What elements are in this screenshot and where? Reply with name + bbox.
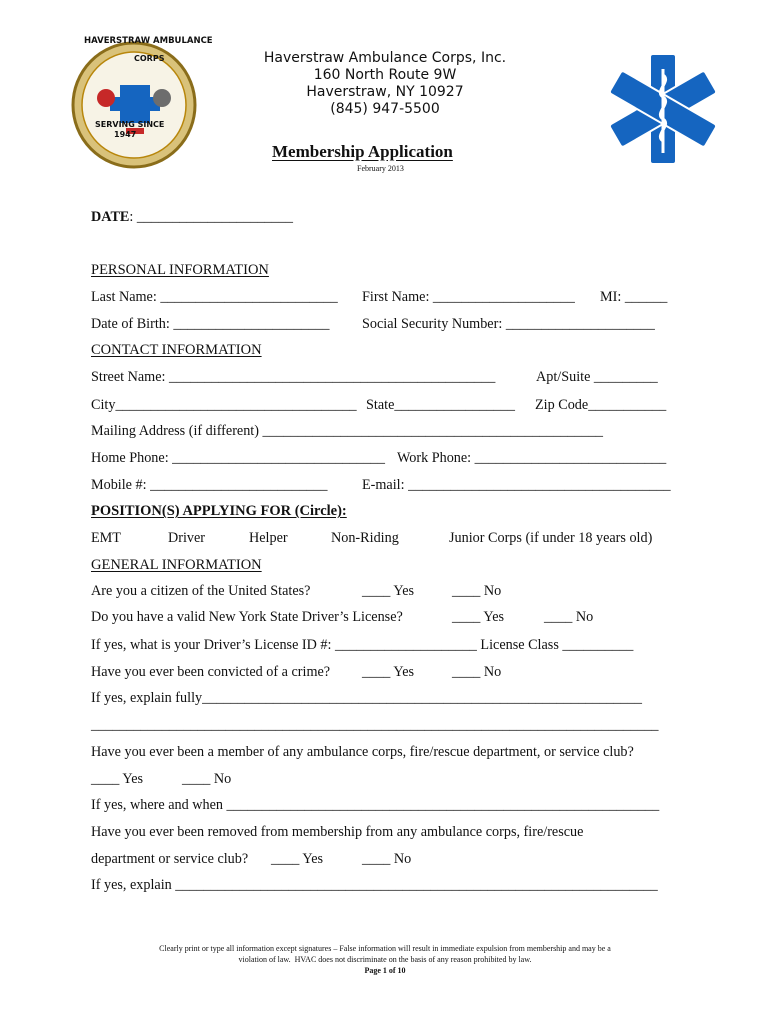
home-phone-field[interactable]: Home Phone: ______________________________ [91, 450, 385, 466]
corps-patch-logo [62, 22, 213, 152]
email-field[interactable]: E-mail: _____________________________________ [362, 477, 671, 493]
city-field[interactable]: City__________________________________ [91, 397, 357, 413]
ssn-field[interactable]: Social Security Number: _____________________ [362, 316, 655, 332]
state-field[interactable]: State_________________ [366, 397, 515, 413]
member-question: Have you ever been a member of any ambulance corps, fire/rescue department, or service club? [91, 744, 634, 760]
org-phone: (845) 947-5500 [330, 101, 440, 117]
apt-suite-field[interactable]: Apt/Suite _________ [536, 369, 658, 385]
page-number: Page 1 of 10 [364, 966, 406, 975]
removed-explain-field[interactable]: If yes, explain ____________________________________________________________________ [91, 877, 658, 893]
member-no-option[interactable]: ____ No [182, 771, 232, 787]
patch-bottom-text: SERVING SINCE [95, 120, 165, 129]
first-name-field[interactable]: First Name: ____________________ [362, 289, 575, 305]
middle-initial-field[interactable]: MI: ______ [600, 289, 668, 305]
street-name-field[interactable]: Street Name: ______________________________________________ [91, 369, 496, 385]
crime-no-option[interactable]: ____ No [452, 664, 502, 680]
footer-disclaimer-line2: violation of law. HVAC does not discriminate on the basis of any reason prohibited by law. [238, 955, 532, 964]
license-yes-option[interactable]: ____ Yes [452, 609, 505, 625]
footer-disclaimer-line1: Clearly print or type all information except signatures – False information will result in immediate expulsion from membership and may be a [159, 944, 611, 953]
mailing-address-field[interactable]: Mailing Address (if different) ________________________________________________ [91, 423, 604, 439]
org-address-line1: 160 North Route 9W [313, 67, 457, 83]
license-no-option[interactable]: ____ No [544, 609, 594, 625]
date-label: DATE [91, 209, 130, 225]
position-option-junior-corps[interactable]: Junior Corps (if under 18 years old) [449, 530, 653, 546]
removed-yes-option[interactable]: ____ Yes [271, 851, 324, 867]
page-title: Membership Application [272, 142, 453, 161]
patch-year-text: 1947 [114, 130, 137, 139]
last-name-field[interactable]: Last Name: _________________________ [91, 289, 338, 305]
crime-explain-field[interactable]: If yes, explain fully______________________________________________________________ [91, 690, 642, 706]
crime-yes-option[interactable]: ____ Yes [362, 664, 415, 680]
work-phone-field[interactable]: Work Phone: ___________________________ [397, 450, 667, 466]
issue-date: February 2013 [357, 164, 404, 173]
org-address-line2: Haverstraw, NY 10927 [306, 84, 464, 100]
citizen-question: Are you a citizen of the United States? [91, 583, 311, 599]
position-option-non-riding[interactable]: Non-Riding [331, 530, 399, 546]
position-option-emt[interactable]: EMT [91, 530, 121, 546]
date-field[interactable] [91, 209, 293, 225]
crime-question: Have you ever been convicted of a crime? [91, 664, 331, 680]
date-blank: : ______________________ [129, 209, 293, 225]
license-id-field[interactable]: If yes, what is your Driver’s License ID #: ____________________ License Class __________ [91, 637, 634, 653]
date-of-birth-field[interactable]: Date of Birth: ______________________ [91, 316, 330, 332]
citizen-no-option[interactable]: ____ No [452, 583, 502, 599]
star-of-life-icon [596, 35, 714, 147]
personal-info-heading: PERSONAL INFORMATION [91, 262, 269, 278]
crime-explain-extra-line[interactable]: ________________________________________________________________________________ [91, 717, 659, 733]
contact-info-heading: CONTACT INFORMATION [91, 342, 262, 358]
position-option-helper[interactable]: Helper [249, 530, 288, 546]
zip-code-field[interactable]: Zip Code___________ [535, 397, 667, 413]
patch-corps-text: CORPS [134, 54, 165, 63]
removed-question-line1: Have you ever been removed from membership from any ambulance corps, fire/rescue [91, 824, 584, 840]
org-name: Haverstraw Ambulance Corps, Inc. [263, 50, 507, 66]
removed-question-line2: department or service club? [91, 851, 249, 867]
position-option-driver[interactable]: Driver [168, 530, 206, 546]
removed-no-option[interactable]: ____ No [362, 851, 412, 867]
member-yes-option[interactable]: ____ Yes [91, 771, 144, 787]
patch-top-text: HAVERSTRAW AMBULANCE [84, 36, 213, 46]
license-question: Do you have a valid New York State Driver’s License? [91, 609, 403, 625]
where-when-field[interactable]: If yes, where and when _____________________________________________________________ [91, 797, 660, 813]
mobile-field[interactable]: Mobile #: _________________________ [91, 477, 328, 493]
citizen-yes-option[interactable]: ____ Yes [362, 583, 415, 599]
positions-heading: POSITION(S) APPLYING FOR (Circle): [91, 503, 347, 519]
general-info-heading: GENERAL INFORMATION [91, 557, 262, 573]
